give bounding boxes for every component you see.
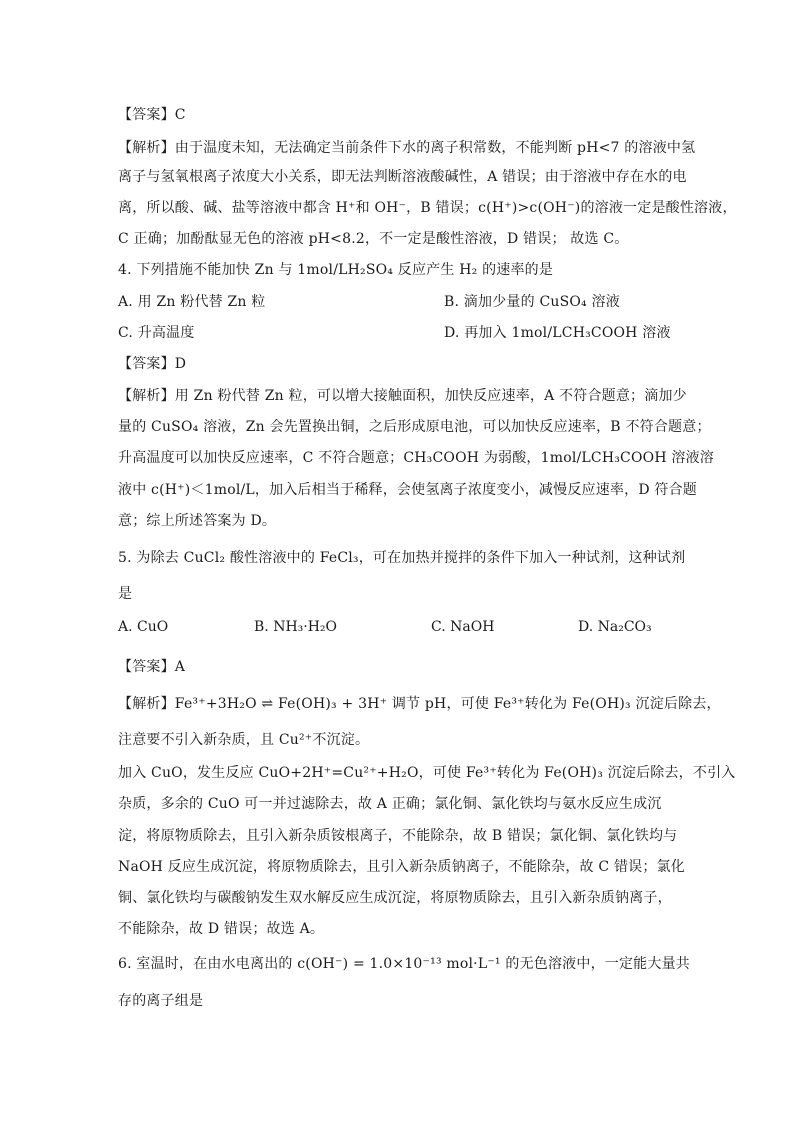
- q4-option-d: D. 再加入 1mol/LCH₃COOH 溶液: [444, 325, 671, 341]
- q5-explanation-line-3: 加入 CuO，发生反应 CuO+2H⁺=Cu²⁺+H₂O，可使 Fe³⁺转化为 Fe(OH)₃ 沉淀后除去，不引入: [118, 765, 736, 781]
- q3-explanation-line-3: 离，所以酸、碱、盐等溶液中都含 H⁺和 OH⁻，B 错误；c(H⁺)>c(OH⁻)的溶液一定是酸性溶液，: [118, 200, 737, 216]
- q3-answer: 【答案】C: [118, 107, 186, 123]
- q4-explanation-line-3: 升高温度可以加快反应速率，C 不符合题意；CH₃COOH 为弱酸，1mol/LCH₃COOH 溶液溶: [118, 450, 714, 466]
- q5-explanation-line-5: 淀，将原物质除去，且引入新杂质铵根离子，不能除杂，故 B 错误；氯化铜、氯化铁均与: [118, 828, 678, 844]
- q4-stem: 4. 下列措施不能加快 Zn 与 1mol/LH₂SO₄ 反应产生 H₂ 的速率的是: [118, 262, 554, 278]
- q5-option-a: A. CuO: [118, 619, 169, 635]
- q3-explanation-line-4: C 正确；加酚酞显无色的溶液 pH<8.2，不一定是酸性溶液，D 错误； 故选 C。: [118, 231, 629, 247]
- q6-stem-line-1: 6. 室温时，在由水电离出的 c(OH⁻) = 1.0×10⁻¹³ mol·L⁻¹ 的无色溶液中，一定能大量共: [118, 956, 690, 972]
- q5-stem-line-2: 是: [118, 586, 133, 602]
- q5-answer: 【答案】A: [118, 659, 186, 675]
- q6-stem-line-2: 存的离子组是: [118, 993, 204, 1009]
- q5-explanation-line-7: 铜、氯化铁均与碳酸钠发生双水解反应生成沉淀，将原物质除去，且引入新杂质钠离子，: [118, 890, 672, 906]
- q4-explanation-line-5: 意；综上所述答案为 D。: [118, 513, 277, 529]
- q5-explanation-line-1: 【解析】Fe³⁺+3H₂O ⇌ Fe(OH)₃ + 3H⁺ 调节 pH，可使 Fe³⁺转化为 Fe(OH)₃ 沉淀后除去，: [118, 696, 721, 712]
- q4-explanation-line-1: 【解析】用 Zn 粉代替 Zn 粒，可以增大接触面积，加快反应速率，A 不符合题意；滴加少: [118, 388, 687, 404]
- q5-option-c: C. NaOH: [431, 619, 495, 635]
- q4-option-b: B. 滴加少量的 CuSO₄ 溶液: [444, 294, 620, 310]
- q3-explanation-line-1: 【解析】由于温度未知，无法确定当前条件下水的离子积常数，不能判断 pH<7 的溶液中氢: [118, 140, 696, 156]
- q5-explanation-line-4: 杂质，多余的 CuO 可一并过滤除去，故 A 正确；氯化铜、氯化铁均与氨水反应生成沉: [118, 796, 662, 812]
- q5-option-d: D. Na₂CO₃: [578, 619, 652, 635]
- q5-explanation-line-2: 注意要不引入新杂质，且 Cu²⁺不沉淀。: [118, 732, 370, 748]
- q5-option-b: B. NH₃·H₂O: [254, 619, 338, 635]
- q5-explanation-line-8: 不能除杂，故 D 错误；故选 A。: [118, 921, 325, 937]
- q4-option-c: C. 升高温度: [118, 325, 195, 341]
- q3-explanation-line-2: 离子与氢氧根离子浓度大小关系，即无法判断溶液酸碱性，A 错误；由于溶液中存在水的电: [118, 169, 687, 185]
- q4-answer: 【答案】D: [118, 356, 187, 372]
- q5-stem-line-1: 5. 为除去 CuCl₂ 酸性溶液中的 FeCl₃，可在加热并搅拌的条件下加入一种试剂，这种试剂: [118, 550, 686, 566]
- q4-explanation-line-4: 液中 c(H⁺)＜1mol/L，加入后相当于稀释，会使氢离子浓度变小，减慢反应速率，D 符合题: [118, 482, 697, 498]
- q5-explanation-line-6: NaOH 反应生成沉淀，将原物质除去，且引入新杂质钠离子，不能除杂，故 C 错误；氯化: [118, 859, 685, 875]
- q4-option-a: A. 用 Zn 粉代替 Zn 粒: [118, 294, 266, 310]
- q4-explanation-line-2: 量的 CuSO₄ 溶液，Zn 会先置换出铜，之后形成原电池，可以加快反应速率，B 不符合题意；: [118, 419, 711, 435]
